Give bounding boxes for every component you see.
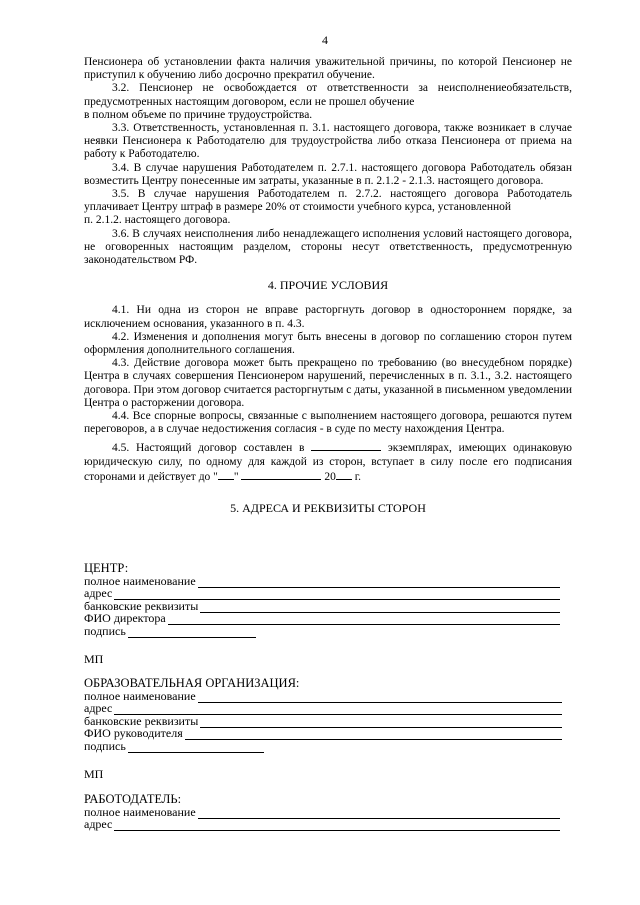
center-fullname-row xyxy=(84,575,560,588)
paragraph-4-4: 4.4. Все спорные вопросы, связанные с выполнением настоящего договора, решаются путем переговоров, а в случае недостижения согласия - в суде по месту нахождения Центра. xyxy=(84,410,572,436)
paragraph-4-5-b: экземплярах, имеющих одинаковую юридическую силу, по одному для каждой из сторон, вступает в силу после его подписания сторонами и действует до " xyxy=(84,442,572,483)
org-signature-row xyxy=(84,740,264,753)
employer-requisites xyxy=(84,793,560,831)
org-requisites xyxy=(84,677,562,753)
center-director-row xyxy=(84,613,560,626)
paragraph-3-2-cont: в полном объеме по причине трудоустройства. xyxy=(84,108,313,121)
org-head-field[interactable] xyxy=(185,729,562,740)
org-head-label: ФИО руководителя xyxy=(84,726,183,741)
paragraph-3-1-end: Пенсионера об установлении факта наличия уважительной причины, по которой Пенсионер не приступил к обучению либо досрочно прекратил обучение. xyxy=(84,56,572,82)
org-bank-label: банковские реквизиты xyxy=(84,713,199,728)
org-head-row xyxy=(84,728,562,741)
center-header: ЦЕНТР: xyxy=(84,561,129,575)
org-bank-field[interactable] xyxy=(200,717,562,728)
employer-address-label: адрес xyxy=(84,817,113,832)
center-requisites xyxy=(84,562,560,638)
year-prefix: 20 xyxy=(324,470,336,483)
copies-count-field[interactable] xyxy=(311,440,381,451)
quote-close: " xyxy=(233,470,239,483)
org-stamp-label: МП xyxy=(84,767,104,781)
center-bank-field[interactable] xyxy=(200,602,560,613)
org-signature-label: подпись xyxy=(84,738,126,753)
center-address-label: адрес xyxy=(84,586,113,601)
month-field[interactable] xyxy=(241,469,321,480)
org-fullname-label: полное наименование xyxy=(84,688,196,703)
section-4-title: 4. ПРОЧИЕ УСЛОВИЯ xyxy=(267,278,389,293)
center-fullname-field[interactable] xyxy=(198,577,560,588)
section-5-title: 5. АДРЕСА И РЕКВИЗИТЫ СТОРОН xyxy=(230,501,426,516)
org-signature-field[interactable] xyxy=(128,742,264,753)
org-fullname-field[interactable] xyxy=(198,692,562,703)
employer-fullname-field[interactable] xyxy=(198,808,560,819)
paragraph-3-3: 3.3. Ответственность, установленная п. 3.1. настоящего договора, также возникает в случае неявки Пенсионера к Работодателю для трудоустройства либо отказа Пенсионера от приема на работу к Работодателю. xyxy=(84,122,572,161)
year-suffix: г. xyxy=(354,470,361,483)
employer-address-field[interactable] xyxy=(114,820,560,831)
year-field[interactable] xyxy=(336,469,352,480)
paragraph-3-4: 3.4. В случае нарушения Работодателем п. 2.7.1. настоящего договора Работодатель обязан возместить Центру понесенные им затраты, указанные в п. 2.1.2 - 2.1.3. настоящего договора. xyxy=(84,161,572,187)
paragraph-4-5 xyxy=(84,440,572,484)
document-body xyxy=(84,56,572,527)
center-bank-label: банковские реквизиты xyxy=(84,598,199,613)
page-number: 4 xyxy=(322,33,328,47)
employer-address-row xyxy=(84,819,560,832)
employer-header: РАБОТОДАТЕЛЬ: xyxy=(84,792,182,806)
employer-fullname-label: полное наименование xyxy=(84,804,196,819)
center-director-label: ФИО директора xyxy=(84,611,166,626)
center-director-field[interactable] xyxy=(168,614,560,625)
paragraph-3-5-cont: п. 2.1.2. настоящего договора. xyxy=(84,214,231,227)
center-stamp-label: МП xyxy=(84,652,104,666)
org-header: ОБРАЗОВАТЕЛЬНАЯ ОРГАНИЗАЦИЯ: xyxy=(84,676,300,690)
center-fullname-label: полное наименование xyxy=(84,573,196,588)
center-signature-field[interactable] xyxy=(128,627,256,638)
paragraph-3-6: 3.6. В случаях неисполнения либо ненадлежащего исполнения условий настоящего договора, не оговоренных настоящим разделом, стороны несут ответственность, предусмотренную законодательством РФ. xyxy=(84,227,572,267)
paragraph-3-5: 3.5. В случае нарушения Работодателем п. 2.7.2. настоящего договора Работодатель уплачивает Центру штраф в размере 20% от стоимости учебного курса, установленной xyxy=(84,188,572,214)
employer-fullname-row xyxy=(84,806,560,819)
paragraph-4-1: 4.1. Ни одна из сторон не вправе расторгнуть договор в одностороннем порядке, за исключением основания, указанного в п. 4.3. xyxy=(84,304,572,330)
center-signature-row xyxy=(84,625,256,638)
paragraph-4-3: 4.3. Действие договора может быть прекращено по требованию (во внесудебном порядке) Центра в случаях совершения Пенсионером нарушений, перечисленных в п. 3.1., 3.2. настоящего договора. При этом договор считается расторгнутым с даты, указанной в письменном уведомлении Центра о расторжении договора. xyxy=(84,357,572,409)
org-address-label: адрес xyxy=(84,701,113,716)
paragraph-3-2: 3.2. Пенсионер не освобождается от ответственности за неисполнениеобязательств, предусмотренных настоящим договором, если не прошел обучение xyxy=(84,82,572,108)
paragraph-4-2: 4.2. Изменения и дополнения могут быть внесены в договор по соглашению сторон путем оформления дополнительного соглашения. xyxy=(84,330,572,357)
day-field[interactable] xyxy=(218,469,234,480)
paragraph-4-5-a: 4.5. Настоящий договор составлен в xyxy=(112,442,305,455)
center-signature-label: подпись xyxy=(84,623,126,638)
org-fullname-row xyxy=(84,690,562,703)
